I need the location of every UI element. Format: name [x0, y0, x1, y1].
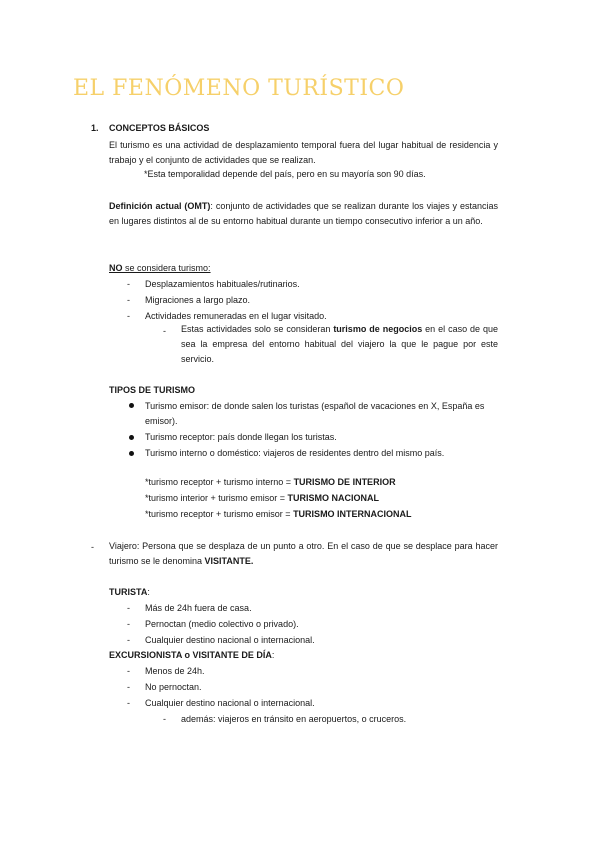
bullet-icon [129, 435, 134, 440]
definition-paragraph [109, 199, 498, 229]
viajero-text: Viajero: Persona que se desplaza de un punto a otro. En el caso de que se desplace para hacer turismo se le denomina [109, 541, 498, 566]
types-heading: TIPOS DE TURISMO [109, 385, 196, 395]
bullet-icon [129, 403, 134, 408]
excursionista-label: EXCURSIONISTA o VISITANTE DE DÍA [109, 650, 272, 660]
dash-marker: - [127, 279, 130, 289]
turista-heading [109, 586, 150, 598]
list-item: además: viajeros en tránsito en aeropuertos, o cruceros. [181, 714, 407, 724]
sub-note-post: en el caso de que sea la empresa del entorno habitual del viajero la que le pague por este servicio. [181, 324, 498, 364]
business-tourism-note [181, 322, 498, 367]
no-text: se considera turismo: [122, 263, 211, 273]
formula-text: *turismo interior + turismo emisor = [145, 493, 288, 503]
formula-result: TURISMO NACIONAL [287, 493, 380, 503]
excursionista-heading [109, 649, 274, 661]
formula-line [145, 476, 396, 488]
no-heading [109, 262, 211, 274]
page-title: EL FENÓMENO TURÍSTICO [73, 76, 405, 101]
formula-text: *turismo receptor + turismo emisor = [145, 509, 294, 519]
dash-marker: - [127, 682, 130, 692]
formula-text: *turismo receptor + turismo interno = [145, 477, 294, 487]
no-label: NO [109, 263, 123, 273]
bullet-icon [129, 451, 134, 456]
list-item: Turismo interno o doméstico: viajeros de residentes dentro del mismo país. [145, 448, 445, 458]
list-item: Turismo receptor: país donde llegan los turistas. [145, 432, 337, 442]
dash-marker: - [127, 295, 130, 305]
list-item: Pernoctan (medio colectivo o privado). [145, 619, 299, 629]
dash-marker: - [127, 603, 130, 613]
definition-text: : conjunto de actividades que se realizan durante los viajes y estancias en lugares distintos al de su entorno habitual durante un tiempo consecutivo inferior a un año. [109, 201, 498, 226]
list-item: Turismo emisor: de donde salen los turistas (español de vacaciones en X, España es emisor). [145, 401, 485, 426]
viajero-paragraph [109, 539, 498, 569]
sub-note-pre: Estas actividades solo se consideran [181, 324, 334, 334]
dash-marker: - [163, 714, 166, 724]
sub-note-bold: turismo de negocios [333, 324, 423, 334]
definition-label: Definición actual (OMT) [109, 201, 211, 211]
list-item: Más de 24h fuera de casa. [145, 603, 252, 613]
formula-result: TURISMO DE INTERIOR [293, 477, 396, 487]
formula-line [145, 508, 412, 520]
list-item: Actividades remuneradas en el lugar visitado. [145, 311, 327, 321]
dash-marker: - [163, 326, 166, 336]
dash-marker: - [127, 619, 130, 629]
turista-label: TURISTA [109, 587, 148, 597]
dash-marker: - [127, 698, 130, 708]
formula-result: TURISMO INTERNACIONAL [293, 509, 412, 519]
intro-paragraph: El turismo es una actividad de desplazamiento temporal fuera del lugar habitual de residencia y trabajo y el conjunto de actividades que se realizan. [109, 140, 498, 165]
list-item: Cualquier destino nacional o internacional. [145, 698, 315, 708]
list-item: Cualquier destino nacional o internacional. [145, 635, 315, 645]
list-item: Menos de 24h. [145, 666, 205, 676]
dash-marker: - [127, 666, 130, 676]
list-item: Desplazamientos habituales/rutinarios. [145, 279, 300, 289]
turista-colon: : [147, 587, 150, 597]
dash-marker: - [127, 635, 130, 645]
viajero-bold: VISITANTE. [204, 556, 254, 566]
dash-marker: - [91, 542, 94, 552]
dash-marker: - [127, 311, 130, 321]
list-item: No pernoctan. [145, 682, 202, 692]
formula-line [145, 492, 379, 504]
list-item: Migraciones a largo plazo. [145, 295, 251, 305]
excursionista-colon: : [271, 650, 275, 660]
section-heading: CONCEPTOS BÁSICOS [109, 123, 210, 133]
section-number: 1. [91, 123, 99, 133]
temporality-note: *Esta temporalidad depende del país, pero en su mayoría son 90 días. [144, 169, 426, 179]
